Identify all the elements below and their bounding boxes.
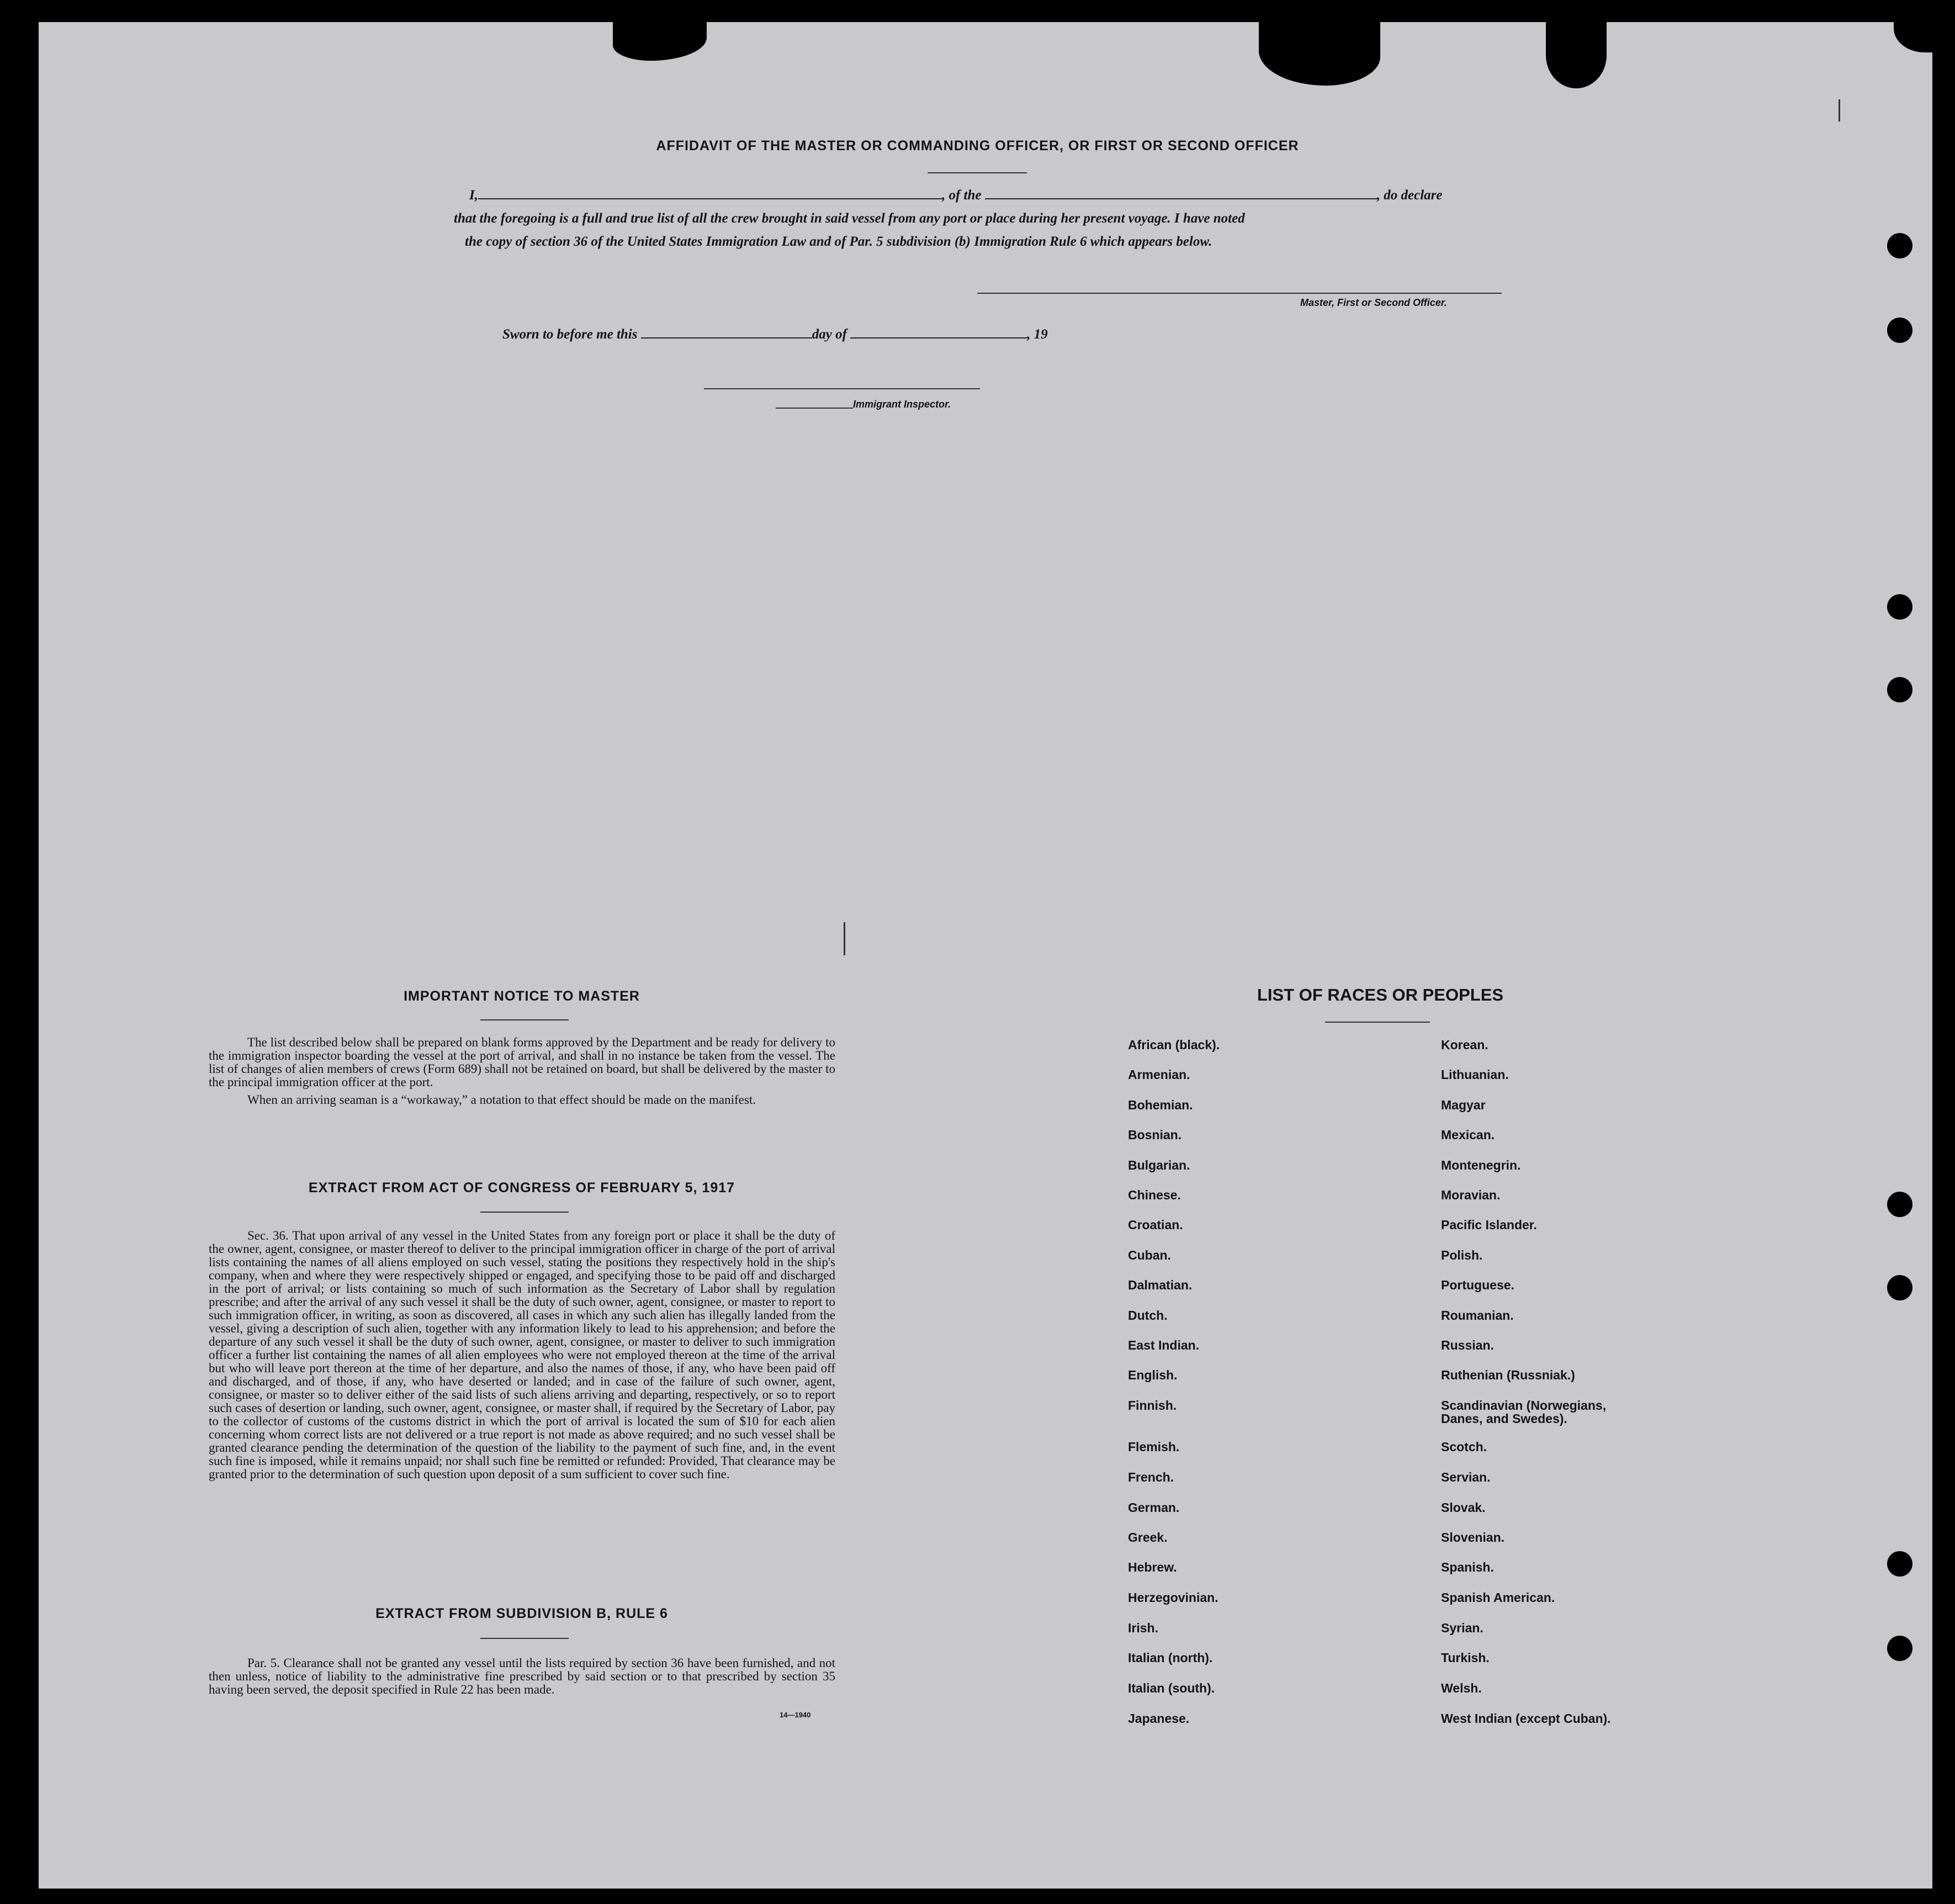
- rule-body: [209, 1657, 835, 1696]
- inspector-label: Immigrant Inspector.: [853, 399, 951, 410]
- sworn-year: , 19: [1027, 327, 1048, 342]
- torn-edge: [1546, 22, 1607, 88]
- race-item: Japanese.: [1128, 1711, 1190, 1726]
- race-item: Italian (north).: [1128, 1651, 1213, 1665]
- race-item: Hebrew.: [1128, 1560, 1177, 1574]
- affidavit-line-3: the copy of section 36 of the United States Immigration Law and of Par. 5 subdivision (b) Immigration Rule 6 which appears below.: [465, 234, 1212, 249]
- race-item: Roumanian.: [1441, 1308, 1514, 1323]
- race-item: East Indian.: [1128, 1338, 1200, 1352]
- race-item: Dalmatian.: [1128, 1278, 1193, 1292]
- race-item: German.: [1128, 1500, 1180, 1515]
- affidavit-line-2: that the foregoing is a full and true list of all the crew brought in said vessel from any port or place during her present voyage. I have noted: [454, 211, 1245, 226]
- inspector-prefix-line: [776, 408, 853, 409]
- divider: [480, 1638, 569, 1639]
- race-item: Polish.: [1441, 1248, 1483, 1262]
- punch-hole: [1887, 318, 1912, 343]
- race-item: Chinese.: [1128, 1188, 1181, 1202]
- race-item: Turkish.: [1441, 1651, 1490, 1665]
- punch-hole: [1887, 1636, 1912, 1661]
- race-item: Scandinavian (Norwegians, Danes, and Swedes).: [1441, 1398, 1607, 1426]
- scan-mark: [844, 922, 845, 955]
- divider: [928, 172, 1027, 173]
- race-item: Cuban.: [1128, 1248, 1171, 1262]
- act-section-36: Sec. 36. That upon arrival of any vessel in the United States from any foreign port or place it shall be the duty of the owner, agent, consignee, or master thereof to deliver to the principal immigration officer in charge of the port of arrival lists containing the names of all aliens employed on such vessel, stating the positions they respectively hold in the ship's company, when and where they were respectively shipped or engaged, and specifying those to be paid off and discharged in the port of arrival; or lists containing so much of such information as the Secretary of Labor shall by regulation prescribe; and after the arrival of any such vessel it shall be the duty of such owner, agent, consignee, or master to report to such immigration officer, in writing, as soon as discovered, all cases in which any such alien has illegally landed from the vessel, giving a description of such alien, together with any information likely to lead to his apprehension; and before the departure of any such vessel it shall be the duty of such owner, agent, consignee, or master to deliver to such immigration officer a further list containing the names of all alien employees who were not employed thereon at the time of the arrival but who will leave port thereon at the time of her departure, and also the names of those, if any, who have been paid off and discharged, and of those, if any, who have deserted or landed; and in case of the failure of such owner, agent, consignee, or master so to deliver either of the said lists of such aliens arriving and departing, respectively, or so to report such cases of desertion or landing, such owner, agent, consignee, or master shall, if required by the Secretary of Labor, pay to the collector of customs of the customs district in which the port of arrival is located the sum of $10 for each alien concerning whom correct lists are not delivered or a true report is not made as above required; and no such vessel shall be granted clearance pending the determination of the question of the liability to the payment of such fine, and, in the event such fine is imposed, while it remains unpaid; nor shall such fine be remitted or refunded: Provided, That clearance may be granted prior to the determination of such question upon deposit of a sum sufficient to cover such fine.: [209, 1229, 835, 1481]
- rule-title: EXTRACT FROM SUBDIVISION B, RULE 6: [375, 1606, 668, 1621]
- race-item: Irish.: [1128, 1621, 1158, 1635]
- scan-mark: [1839, 99, 1840, 121]
- race-item: Korean.: [1441, 1038, 1488, 1052]
- race-item: Bulgarian.: [1128, 1158, 1190, 1172]
- affidavit-i: I,: [469, 188, 478, 203]
- vessel-blank[interactable]: [985, 198, 1377, 199]
- punch-hole: [1887, 1551, 1912, 1577]
- race-item: Armenian.: [1128, 1067, 1190, 1082]
- affidavit-line-1: [469, 188, 1502, 203]
- form-number: 14—1940: [780, 1711, 811, 1719]
- race-item: Spanish American.: [1441, 1590, 1555, 1605]
- punch-hole: [1887, 1192, 1912, 1217]
- notice-paragraph-2: When an arriving seaman is a “workaway,” a notation to that effect should be made on the manifest.: [247, 1093, 756, 1107]
- race-item: Moravian.: [1441, 1188, 1501, 1202]
- race-item: Pacific Islander.: [1441, 1218, 1537, 1232]
- race-item: Flemish.: [1128, 1440, 1180, 1454]
- master-signature-label: Master, First or Second Officer.: [1300, 297, 1447, 308]
- master-signature-line[interactable]: [977, 293, 1502, 294]
- notice-title: IMPORTANT NOTICE TO MASTER: [404, 988, 640, 1004]
- race-item: Syrian.: [1441, 1621, 1484, 1635]
- race-item: French.: [1128, 1470, 1174, 1484]
- punch-hole: [1887, 594, 1912, 620]
- race-item: Bosnian.: [1128, 1128, 1182, 1142]
- race-item: Lithuanian.: [1441, 1067, 1509, 1082]
- punch-hole: [1887, 1275, 1912, 1300]
- race-item: Bohemian.: [1128, 1098, 1193, 1112]
- race-item: English.: [1128, 1368, 1178, 1382]
- divider: [480, 1019, 569, 1020]
- sworn-day-of: day of: [812, 327, 847, 342]
- affidavit-of-the: , of the: [941, 188, 982, 203]
- race-item: Slovenian.: [1441, 1530, 1505, 1545]
- notice-paragraph-1: The list described below shall be prepared on blank forms approved by the Department and be ready for delivery to the immigration inspector boarding the vessel at the port of arrival, and shall in no instance be taken from the vessel. The list of changes of alien members of crews (Form 689) shall not be retained on board, but shall be delivered by the master to the principal immigration officer at the port.: [209, 1035, 835, 1089]
- race-item: Russian.: [1441, 1338, 1494, 1352]
- sworn-day-blank[interactable]: [641, 337, 812, 339]
- affidavit-title: AFFIDAVIT OF THE MASTER OR COMMANDING OFFICER, OR FIRST OR SECOND OFFICER: [656, 138, 1299, 154]
- divider: [480, 1212, 569, 1213]
- notice-body: [209, 1036, 835, 1107]
- race-item: Herzegovinian.: [1128, 1590, 1218, 1605]
- race-item: Welsh.: [1441, 1681, 1482, 1695]
- punch-hole: [1887, 233, 1912, 258]
- sworn-prefix: Sworn to before me this: [502, 327, 638, 342]
- race-item: West Indian (except Cuban).: [1441, 1711, 1611, 1726]
- races-title: LIST OF RACES OR PEOPLES: [1257, 985, 1504, 1004]
- race-item: Montenegrin.: [1441, 1158, 1521, 1172]
- name-blank[interactable]: [478, 198, 942, 199]
- race-item: African (black).: [1128, 1038, 1220, 1052]
- act-title: EXTRACT FROM ACT OF CONGRESS OF FEBRUARY 5, 1917: [308, 1180, 735, 1196]
- race-item: Portuguese.: [1441, 1278, 1514, 1292]
- race-item: Magyar: [1441, 1098, 1486, 1112]
- affidavit-declare: , do declare: [1376, 188, 1443, 203]
- race-item: Finnish.: [1128, 1398, 1177, 1413]
- race-item: Dutch.: [1128, 1308, 1168, 1323]
- act-body: [209, 1229, 835, 1481]
- race-item: Croatian.: [1128, 1218, 1183, 1232]
- punch-hole: [1887, 677, 1912, 702]
- race-item: Mexican.: [1441, 1128, 1495, 1142]
- race-item: Italian (south).: [1128, 1681, 1215, 1695]
- race-item: Slovak.: [1441, 1500, 1486, 1515]
- race-item: Spanish.: [1441, 1560, 1494, 1574]
- sworn-month-blank[interactable]: [850, 337, 1027, 339]
- sworn-line: [502, 327, 1048, 342]
- race-item: Scotch.: [1441, 1440, 1487, 1454]
- race-item: Servian.: [1441, 1470, 1491, 1484]
- divider: [1325, 1022, 1430, 1023]
- rule-paragraph: Par. 5. Clearance shall not be granted any vessel until the lists required by section 36 have been furnished, and not then unless, notice of liability to the administrative fine prescribed by said section or to that prescribed by section 35 having been served, the deposit specified in Rule 22 has been made.: [209, 1656, 835, 1696]
- race-item: Ruthenian (Russniak.): [1441, 1368, 1575, 1382]
- race-item: Greek.: [1128, 1530, 1168, 1545]
- inspector-signature-line[interactable]: [704, 388, 980, 389]
